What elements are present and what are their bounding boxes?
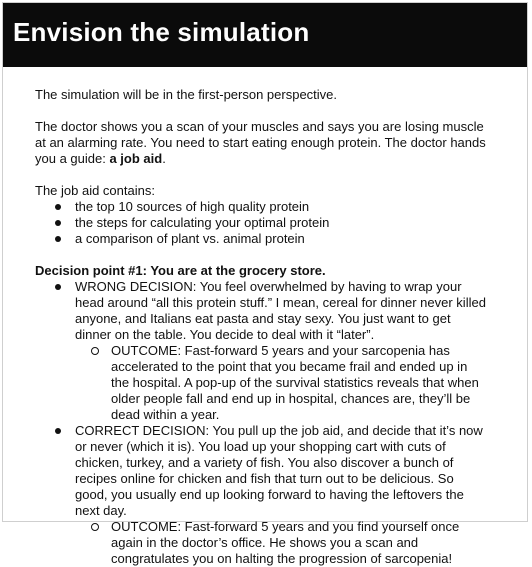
list-item: the top 10 sources of high quality protein — [35, 199, 487, 215]
decision-heading-text: Decision point #1: You are at the grocery store. — [35, 263, 326, 278]
correct-decision — [35, 423, 487, 567]
correct-outcome: OUTCOME: Fast-forward 5 years and you find yourself once again in the doctor’s office. He shows you a scan and congratulates you on halting the progression of sarcopenia! — [75, 519, 487, 567]
decision-heading — [35, 263, 487, 279]
job-aid-label: a job aid — [109, 151, 163, 166]
document-body — [35, 87, 487, 567]
correct-decision-text: CORRECT DECISION: You pull up the job aid, and decide that it’s now or never (which it is). You load up your shopping cart with cuts of chicken, turkey, and a variety of fish. You also discover a bunch of recipes online for chicken and fish that turn out to be delicious. So good, you usually end up looking forward to having the leftovers the next day. — [75, 423, 483, 518]
wrong-outcome-list — [75, 343, 487, 423]
intro-paragraph: The simulation will be in the first-person perspective. — [35, 87, 338, 102]
page-title: Envision the simulation — [13, 17, 310, 47]
doctor-text: The doctor shows you a scan of your muscles and says you are losing muscle at an alarming rate. You need to start eating enough protein. The doctor hands you a guide: — [35, 119, 486, 166]
wrong-decision — [35, 279, 487, 423]
correct-outcome-list — [75, 519, 487, 567]
wrong-outcome: OUTCOME: Fast-forward 5 years and your sarcopenia has accelerated to the point that you became frail and ended up in the hospital. A pop-up of the survival statistics reveals that when older people fall and end up in hospital, chances are, they’ll be dead within a year. — [75, 343, 487, 423]
title-banner — [3, 3, 527, 67]
list-item: the steps for calculating your optimal protein — [35, 215, 487, 231]
job-aid-lead: The job aid contains: — [35, 183, 155, 198]
doctor-paragraph — [35, 119, 487, 167]
document-page — [2, 2, 528, 566]
list-item: a comparison of plant vs. animal protein — [35, 231, 487, 247]
wrong-decision-text: WRONG DECISION: You feel overwhelmed by having to wrap your head around “all this protein stuff.” I mean, cereal for dinner never killed anyone, and Italians eat pasta and stay sexy. You just want to get dinner on the table. You decide to deal with it “later”. — [75, 279, 486, 342]
doctor-period: . — [162, 151, 166, 166]
decision-list — [35, 279, 487, 567]
job-aid-list — [35, 199, 487, 247]
